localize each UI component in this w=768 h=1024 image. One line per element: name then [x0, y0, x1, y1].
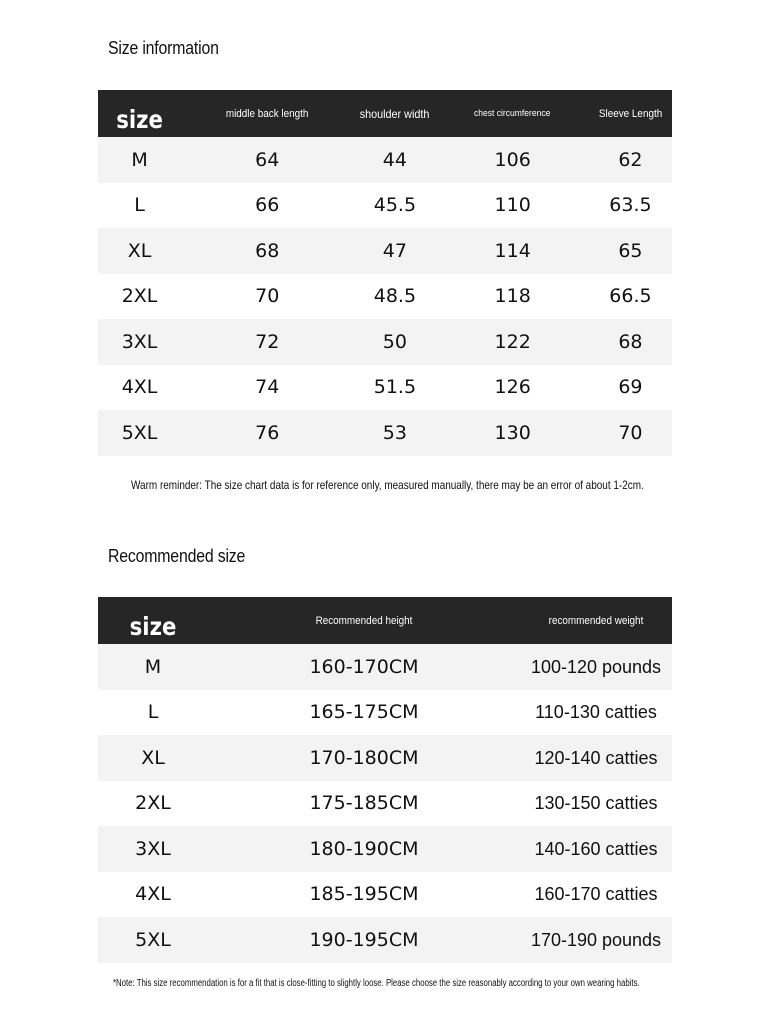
sleeve-length-cell: 66.5 [609, 285, 652, 308]
size-chart-reminder: Warm reminder: The size chart data is for reference only, measured manually, there may be an error of about 1-2cm. [131, 478, 644, 492]
size-cell: M [131, 148, 148, 171]
header-middle-back-length: middle back length [225, 107, 309, 120]
middle-back-length-cell: 68 [255, 239, 280, 262]
header-recommended-height: Recommended height [315, 614, 413, 627]
shoulder-width-cell: 53 [382, 421, 407, 444]
size-cell: 2XL [121, 285, 158, 308]
shoulder-width-cell: 51.5 [373, 376, 417, 399]
header-shoulder-width: shoulder width [360, 106, 430, 121]
middle-back-length-cell: 72 [255, 330, 280, 353]
chest-circumference-cell: 122 [494, 330, 531, 353]
weight-cell: 170-190 pounds [530, 929, 662, 950]
size-cell: 5XL [135, 928, 171, 951]
table-body [98, 644, 672, 963]
table-row [98, 917, 672, 963]
size-cell: M [144, 655, 162, 678]
chest-circumference-cell: 130 [494, 421, 531, 444]
middle-back-length-cell: 66 [255, 194, 280, 217]
size-cell: 3XL [135, 837, 171, 860]
shoulder-width-cell: 48.5 [373, 285, 417, 308]
weight-cell: 130-150 catties [534, 793, 658, 814]
header-sleeve-length: Sleeve Length [598, 107, 663, 120]
chest-circumference-cell: 126 [494, 376, 531, 399]
middle-back-length-cell: 70 [255, 285, 280, 308]
weight-cell: 120-140 catties [534, 747, 658, 768]
height-cell: 190-195CM [309, 928, 419, 951]
sleeve-length-cell: 70 [618, 421, 643, 444]
middle-back-length-cell: 76 [255, 421, 280, 444]
table-row [98, 183, 672, 229]
chest-circumference-cell: 110 [494, 194, 531, 217]
sleeve-length-cell: 63.5 [609, 194, 652, 217]
weight-cell: 100-120 pounds [530, 656, 662, 677]
header-recommended-weight: recommended weight [548, 614, 644, 627]
table-row [98, 872, 672, 918]
table-row [98, 319, 672, 365]
size-cell: 4XL [135, 883, 171, 906]
size-cell: L [134, 194, 145, 217]
size-cell: XL [141, 746, 165, 769]
table-row [98, 228, 672, 274]
height-cell: 180-190CM [309, 837, 419, 860]
table-row [98, 735, 672, 781]
table-row [98, 137, 672, 183]
table-row [98, 826, 672, 872]
height-cell: 170-180CM [309, 746, 419, 769]
table-row [98, 781, 672, 827]
weight-cell: 110-130 catties [535, 702, 657, 723]
chest-circumference-cell: 114 [494, 239, 531, 262]
size-cell: L [147, 701, 159, 724]
middle-back-length-cell: 64 [255, 148, 280, 171]
size-cell: 5XL [121, 421, 158, 444]
table-row [98, 644, 672, 690]
height-cell: 175-185CM [309, 792, 419, 815]
size-cell: 2XL [135, 792, 171, 815]
sleeve-length-cell: 62 [618, 148, 643, 171]
shoulder-width-cell: 50 [382, 330, 407, 353]
table-row [98, 690, 672, 736]
size-cell: XL [127, 239, 152, 262]
size-recommendation-note: *Note: This size recommendation is for a fit that is close-fitting to slightly loose. Please choose the size reasonably according to your own wearing habits. [113, 978, 640, 989]
sleeve-length-cell: 68 [618, 330, 643, 353]
sleeve-length-cell: 65 [618, 239, 643, 262]
table-header [98, 597, 672, 644]
header-size: size [129, 611, 177, 641]
recommended-size-title: Recommended size [108, 546, 246, 566]
size-information-table [98, 90, 672, 456]
size-cell: 3XL [121, 330, 158, 353]
sleeve-length-cell: 69 [618, 376, 643, 399]
middle-back-length-cell: 74 [255, 376, 280, 399]
table-row [98, 365, 672, 411]
size-information-title: Size information [108, 38, 219, 58]
table-row [98, 274, 672, 320]
shoulder-width-cell: 44 [382, 148, 407, 171]
height-cell: 160-170CM [309, 655, 419, 678]
height-cell: 185-195CM [309, 883, 419, 906]
weight-cell: 140-160 catties [534, 838, 658, 859]
table-header [98, 90, 672, 137]
header-chest-circumference: chest circumference [474, 108, 551, 119]
table-body [98, 137, 672, 456]
weight-cell: 160-170 catties [534, 884, 658, 905]
header-size: size [116, 104, 163, 134]
shoulder-width-cell: 47 [382, 239, 407, 262]
table-row [98, 410, 672, 456]
size-cell: 4XL [121, 376, 158, 399]
shoulder-width-cell: 45.5 [373, 194, 417, 217]
chest-circumference-cell: 106 [494, 148, 531, 171]
recommended-size-table [98, 597, 672, 963]
chest-circumference-cell: 118 [494, 285, 531, 308]
height-cell: 165-175CM [309, 701, 419, 724]
